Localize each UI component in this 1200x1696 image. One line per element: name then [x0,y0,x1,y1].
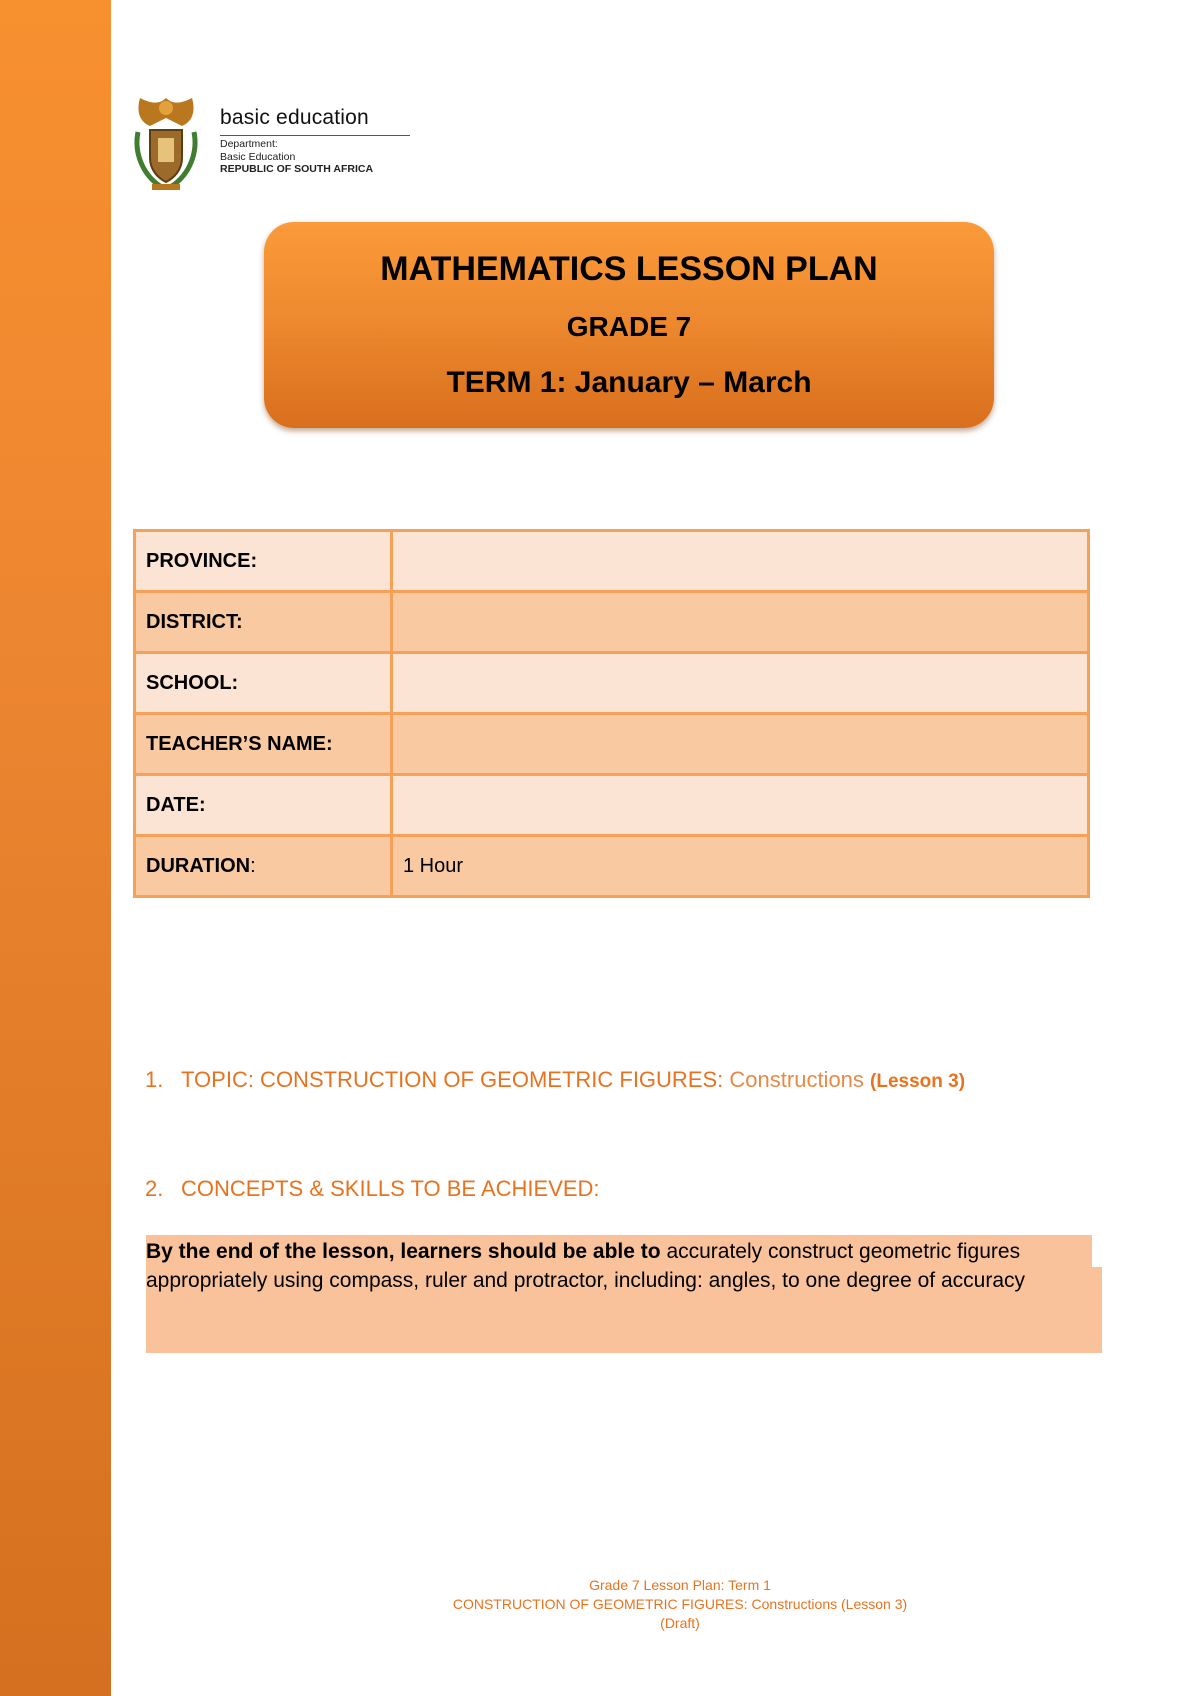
department-text [220,138,373,176]
title-banner [264,222,994,428]
teacher-name-label: TEACHER’S NAME: [135,714,392,775]
school-value[interactable] [392,653,1089,714]
footer-line3: (Draft) [660,1615,700,1631]
duration-label-text: DURATION [146,854,251,877]
concepts-heading [145,1176,600,1202]
coat-of-arms-icon [130,92,202,192]
grade-label: GRADE 7 [566,311,692,342]
topic-label: TOPIC: CONSTRUCTION OF GEOMETRIC FIGURES: [181,1067,724,1092]
lesson-info-table [133,529,1090,898]
concepts-number: 2. [145,1176,164,1201]
duration-value[interactable]: 1 Hour [392,836,1089,897]
footer-line2: CONSTRUCTION OF GEOMETRIC FIGURES: Constructions (Lesson 3) [452,1596,908,1612]
school-label: SCHOOL: [135,653,392,714]
duration-colon: : [250,854,256,877]
logo-divider [220,135,410,136]
table-row [135,714,1089,775]
topic-number: 1. [145,1067,164,1092]
table-row [135,775,1089,836]
footer-line1: Grade 7 Lesson Plan: Term 1 [589,1577,771,1593]
district-value[interactable] [392,592,1089,653]
province-value[interactable] [392,531,1089,592]
term-label: TERM 1: January – March [446,366,812,399]
table-row [135,653,1089,714]
date-label: DATE: [135,775,392,836]
duration-label [135,836,392,897]
brand-name: basic education [220,106,369,129]
dept-line3: REPUBLIC OF SOUTH AFRICA [220,163,374,175]
dept-line2: Basic Education [220,150,296,163]
topic-heading [145,1067,965,1093]
province-label: PROVINCE: [135,531,392,592]
objective-text [146,1237,1092,1295]
document-title: MATHEMATICS LESSON PLAN [380,250,878,288]
dept-line1: Department: [220,138,278,150]
table-row [135,592,1089,653]
table-row [135,531,1089,592]
topic-lesson: (Lesson 3) [870,1071,966,1092]
date-value[interactable] [392,775,1089,836]
table-row [135,836,1089,897]
objective-lead: By the end of the lesson, learners should be able to [146,1240,661,1263]
teacher-name-value[interactable] [392,714,1089,775]
topic-subject: Constructions [729,1067,864,1092]
learning-objective [146,1235,1092,1323]
side-bar [0,0,111,1696]
concepts-label: CONCEPTS & SKILLS TO BE ACHIEVED: [181,1176,600,1201]
department-logo [130,92,410,192]
objective-body: accurately construct geometric figures appropriately using compass, ruler and protractor, including: angles, to one degree of accuracy [146,1240,1026,1292]
page-footer [360,1576,1000,1633]
district-label: DISTRICT: [135,592,392,653]
